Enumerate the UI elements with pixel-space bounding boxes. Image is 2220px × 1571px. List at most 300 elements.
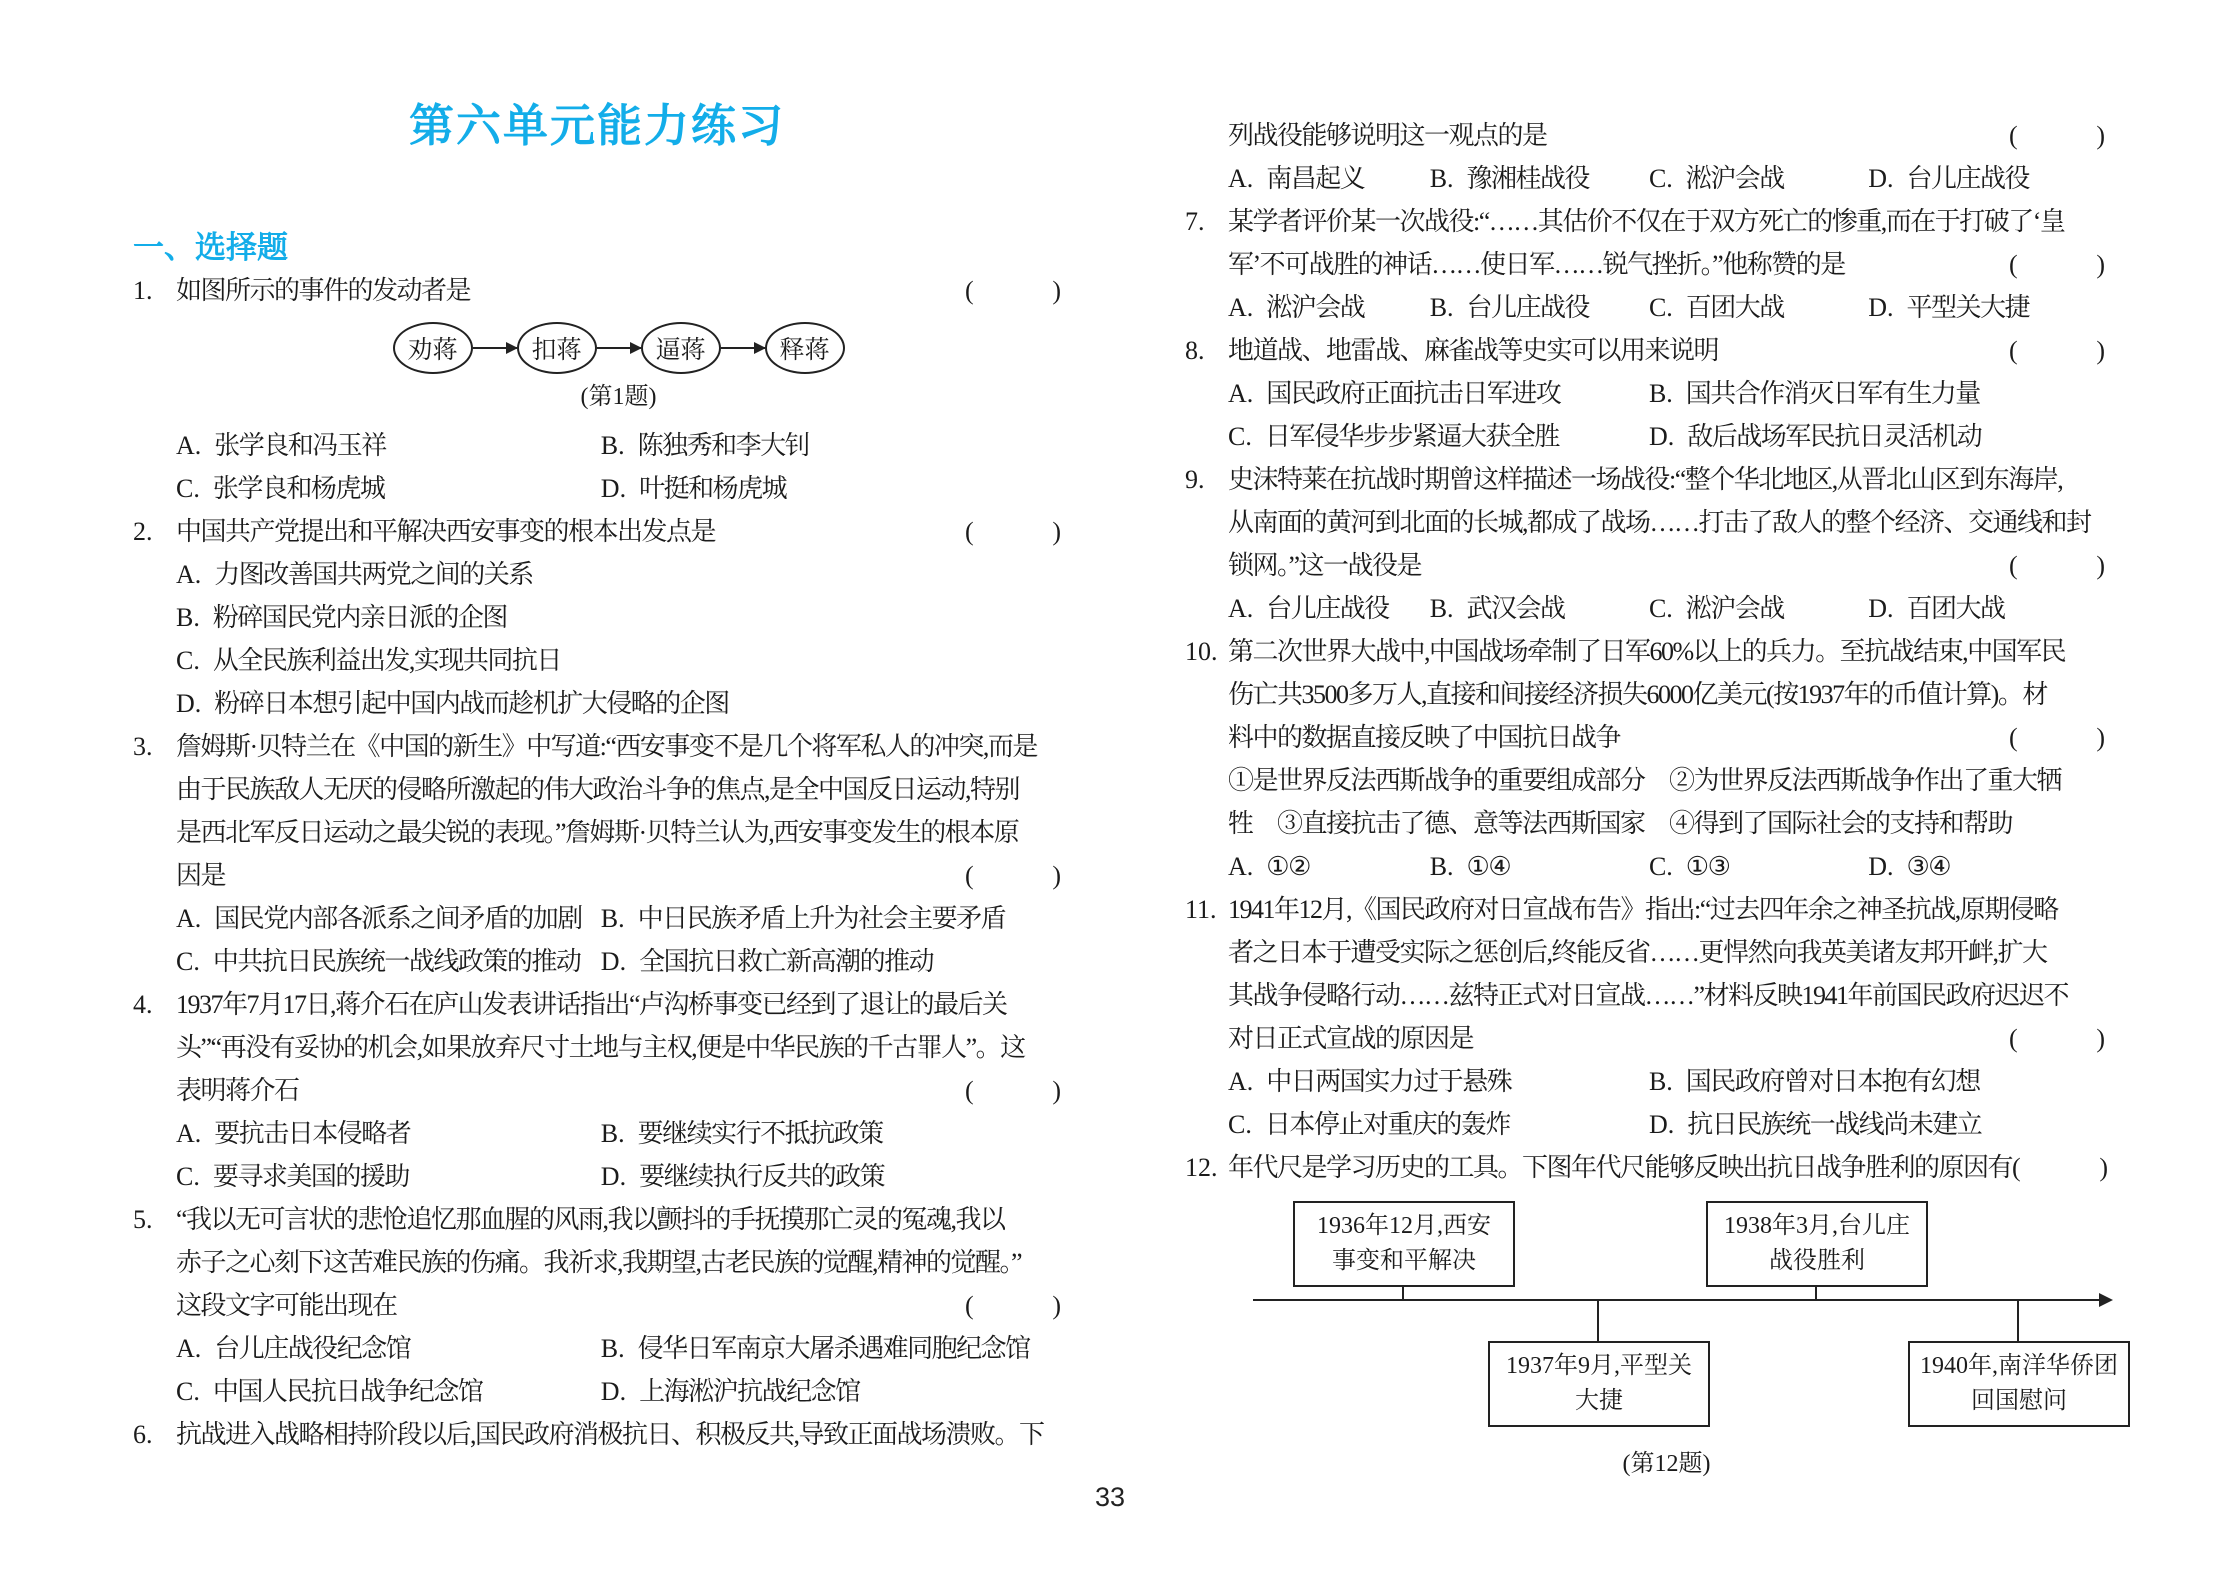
option	[176, 682, 1061, 725]
stem-text: 由于民族敌人无厌的侵略所激起的伟大政治斗争的焦点,是全中国反日运动,特别	[176, 775, 1020, 804]
option-text: 百团大战	[1906, 594, 2005, 623]
option-row	[176, 682, 1061, 725]
option-label: A.	[1228, 293, 1254, 322]
option-text: 台儿庄战役	[1906, 164, 2029, 193]
bracket-open: (	[965, 861, 974, 890]
stem-text: 1941年12月,《国民政府对日宣战布告》指出:“过去四年余之神圣抗战,原期侵略	[1228, 895, 2058, 924]
stem-line	[1228, 759, 2105, 802]
option-text: 台儿庄战役纪念馆	[214, 1334, 411, 1363]
stem-line	[176, 983, 1061, 1026]
stem-text: 头”“再没有妥协的机会,如果放弃尺寸土地与主权,便是中华民族的千古罪人”。这	[176, 1033, 1025, 1062]
option-row	[1228, 845, 2105, 888]
stem-text: 年代尺是学习历史的工具。下图年代尺能够反映出抗日战争胜利的原因有	[1228, 1153, 2013, 1182]
option-text: 平型关大捷	[1906, 293, 2029, 322]
answer-bracket	[965, 854, 1061, 897]
option	[176, 424, 601, 467]
question-12	[1185, 1146, 2118, 1495]
answer-bracket	[965, 510, 1061, 553]
question-continuation	[1185, 114, 2105, 200]
option	[1868, 845, 2105, 888]
answer-bracket	[2009, 114, 2105, 157]
option-text: 百团大战	[1685, 293, 1784, 322]
stem-line	[176, 269, 1061, 312]
option-text: ①②	[1266, 852, 1310, 881]
flowchart	[176, 320, 1061, 376]
option-text: 淞沪会战	[1266, 293, 1365, 322]
question-body	[1228, 114, 2105, 200]
stem-text: 抗战进入战略相持阶段以后,国民政府消极抗日、积极反共,导致正面战场溃败。下	[176, 1420, 1044, 1449]
timeline-event-line: 战役胜利	[1769, 1248, 1865, 1274]
stem-text: 其战争侵略行动……兹特正式对日宣战……”材料反映1941年前国民政府迟迟不	[1228, 981, 2069, 1010]
option-row	[1228, 157, 2105, 200]
option-text: 要寻求美国的援助	[212, 1162, 409, 1191]
question-number: 3.	[133, 732, 153, 761]
option	[601, 1155, 1061, 1198]
option	[1868, 157, 2105, 200]
stem-text: 这段文字可能出现在	[176, 1291, 397, 1320]
stem-text: 某学者评价某一次战役:“……其估价不仅在于双方死亡的惨重,而在于打破了‘皇	[1228, 207, 2065, 236]
question-9	[1185, 458, 2105, 630]
question-body	[176, 725, 1061, 983]
question-body	[176, 1198, 1061, 1413]
stem-line	[1228, 931, 2105, 974]
question-number: 2.	[133, 517, 153, 546]
question-1	[133, 269, 1061, 510]
option-text: 力图改善国共两党之间的关系	[214, 560, 533, 589]
option	[1649, 845, 1868, 888]
option	[176, 1370, 601, 1413]
stem-text: 1937年7月17日,蒋介石在庐山发表讲话指出“卢沟桥事变已经到了退让的最后关	[176, 990, 1007, 1019]
option-label: A.	[176, 904, 202, 933]
bracket-close: )	[2096, 121, 2105, 150]
option	[176, 467, 601, 510]
stem-line	[1228, 974, 2105, 1017]
stem-line	[176, 811, 1061, 854]
question-body	[1228, 1146, 2118, 1495]
option-row	[176, 940, 1061, 983]
flow-node: 释蒋	[765, 322, 845, 374]
option	[176, 1327, 601, 1370]
stem-text: 因是	[176, 861, 226, 890]
option-text: 国民政府曾对日本抱有幻想	[1685, 1067, 1980, 1096]
option	[1430, 845, 1649, 888]
option-row	[1228, 1060, 2105, 1103]
option-label: C.	[176, 947, 200, 976]
option-text: 南昌起义	[1266, 164, 1365, 193]
stem-line	[176, 1284, 1061, 1327]
option-row	[1228, 1103, 2105, 1146]
option-label: D.	[1648, 422, 1675, 451]
column-right	[1185, 114, 2118, 1495]
stem-line	[1228, 458, 2105, 501]
option-text: ③④	[1906, 852, 1951, 881]
option-label: D.	[1868, 852, 1894, 881]
option-row	[1228, 372, 2105, 415]
question-2	[133, 510, 1061, 725]
bracket-close: )	[1052, 517, 1061, 546]
bracket-close: )	[2096, 250, 2105, 279]
bracket-open: (	[965, 1076, 974, 1105]
option-row	[176, 1327, 1061, 1370]
option-text: 中共抗日民族统一战线政策的推动	[212, 947, 581, 976]
option-label: B.	[600, 431, 625, 460]
option-label: D.	[1868, 164, 1894, 193]
option	[176, 940, 601, 983]
stem-line	[1228, 1017, 2105, 1060]
stem-line	[1228, 716, 2105, 759]
question-10	[1185, 630, 2105, 888]
option-text: 侵华日军南京大屠杀遇难同胞纪念馆	[637, 1334, 1030, 1363]
stem-line	[176, 1241, 1061, 1284]
stem-line	[1228, 544, 2105, 587]
timeline-event-line: 1937年9月,平型关	[1506, 1353, 1692, 1379]
option-text: 要继续执行反共的政策	[639, 1162, 885, 1191]
question-body	[1228, 329, 2105, 458]
option-row	[176, 639, 1061, 682]
question-body	[1228, 200, 2105, 329]
option-label: C.	[1228, 422, 1252, 451]
option-label: D.	[1648, 1110, 1675, 1139]
stem-text: 中国共产党提出和平解决西安事变的根本出发点是	[176, 517, 716, 546]
option	[1228, 415, 1649, 458]
question-number: 12.	[1185, 1153, 1218, 1182]
stem-text: ①是世界反法西斯战争的重要组成部分 ②为世界反法西斯战争作出了重大牺	[1228, 766, 2062, 795]
option-label: B.	[1429, 293, 1454, 322]
option-row	[1228, 415, 2105, 458]
option-label: B.	[1648, 379, 1673, 408]
option	[1649, 286, 1868, 329]
option	[1228, 1060, 1649, 1103]
option	[1649, 157, 1868, 200]
bracket-close: )	[1052, 1076, 1061, 1105]
question-number: 8.	[1185, 336, 1205, 365]
stem-line	[1228, 1146, 2109, 1189]
option-label: B.	[600, 1119, 625, 1148]
stem-line	[176, 854, 1061, 897]
option-text: ①④	[1466, 852, 1511, 881]
option	[1649, 587, 1868, 630]
option-label: A.	[1228, 1067, 1254, 1096]
question-body	[176, 1413, 1061, 1456]
option-row	[176, 467, 1061, 510]
timeline-event-box	[1488, 1341, 1710, 1427]
option-label: A.	[1228, 379, 1254, 408]
column-left	[133, 269, 1061, 1456]
option-text: 国共合作消灭日军有生力量	[1685, 379, 1980, 408]
stem-line	[1228, 673, 2105, 716]
stem-text: 军’不可战胜的神话……使日军……锐气挫折。”他称赞的是	[1228, 250, 1845, 279]
question-number: 6.	[133, 1420, 153, 1449]
option	[601, 897, 1061, 940]
option	[601, 940, 1061, 983]
stem-line	[1228, 802, 2105, 845]
option	[176, 1155, 601, 1198]
option	[1430, 157, 1649, 200]
option-label: A.	[1228, 594, 1254, 623]
question-5	[133, 1198, 1061, 1413]
stem-line	[176, 725, 1061, 768]
option	[1649, 415, 2105, 458]
stem-line	[1228, 501, 2105, 544]
option	[176, 1112, 601, 1155]
question-body	[176, 269, 1061, 510]
figure-q1	[176, 320, 1061, 418]
question-number: 10.	[1185, 637, 1218, 666]
option-row	[176, 1112, 1061, 1155]
option-text: 台儿庄战役	[1266, 594, 1389, 623]
option-text: 淞沪会战	[1685, 164, 1784, 193]
question-body	[1228, 630, 2105, 888]
option-text: 上海淞沪抗战纪念馆	[639, 1377, 860, 1406]
option-label: D.	[600, 1377, 627, 1406]
option	[1868, 587, 2105, 630]
stem-text: 第二次世界大战中,中国战场牵制了日军60%以上的兵力。至抗战结束,中国军民	[1228, 637, 2066, 666]
option-text: 粉碎国民党内亲日派的企图	[212, 603, 507, 632]
bracket-close: )	[1052, 276, 1061, 305]
option-text: 敌后战场军民抗日灵活机动	[1687, 422, 1982, 451]
bracket-close: )	[2099, 1153, 2109, 1182]
stem-text: 如图所示的事件的发动者是	[176, 276, 471, 305]
option-label: C.	[1648, 594, 1673, 623]
question-11	[1185, 888, 2105, 1146]
option-text: 日本停止对重庆的轰炸	[1264, 1110, 1510, 1139]
question-4	[133, 983, 1061, 1198]
bracket-open: (	[2012, 1153, 2021, 1182]
option-row	[176, 1155, 1061, 1198]
figure-caption: (第12题)	[1622, 1451, 1711, 1477]
bracket-close: )	[1052, 861, 1061, 890]
stem-line	[1228, 329, 2105, 372]
question-number: 11.	[1185, 895, 1217, 924]
bracket-close: )	[2096, 336, 2105, 365]
option	[1228, 845, 1430, 888]
stem-line	[1228, 888, 2105, 931]
figure-q12	[1228, 1195, 2118, 1495]
option	[1430, 286, 1649, 329]
option-label: C.	[176, 1162, 200, 1191]
option	[601, 1112, 1061, 1155]
option-row	[176, 553, 1061, 596]
option-text: 豫湘桂战役	[1466, 164, 1590, 193]
option-text: 陈独秀和李大钊	[637, 431, 810, 460]
bracket-open: (	[965, 1291, 974, 1320]
timeline-axis-arrow-icon	[1253, 1299, 2111, 1301]
option-text: 全国抗日救亡新高潮的推动	[639, 947, 934, 976]
option	[1228, 157, 1430, 200]
option-row	[1228, 587, 2105, 630]
timeline-event-line: 事变和平解决	[1332, 1248, 1476, 1274]
option-label: A.	[1228, 164, 1254, 193]
answer-bracket	[965, 1284, 1061, 1327]
option-text: 武汉会战	[1466, 594, 1565, 623]
bracket-open: (	[2009, 121, 2018, 150]
option-label: B.	[1648, 1067, 1673, 1096]
stem-line	[176, 1198, 1061, 1241]
option-label: C.	[176, 1377, 200, 1406]
option-text: 日军侵华步步紧逼大获全胜	[1264, 422, 1559, 451]
stem-text: 从南面的黄河到北面的长城,都成了战场……打击了敌人的整个经济、交通线和封	[1228, 508, 2091, 537]
option-label: C.	[1648, 164, 1673, 193]
option-label: A.	[176, 1119, 202, 1148]
bracket-open: (	[2009, 1024, 2018, 1053]
option	[176, 897, 601, 940]
option-row	[176, 897, 1061, 940]
stem-line	[176, 768, 1061, 811]
option-text: 张学良和杨虎城	[212, 474, 385, 503]
stem-line	[1228, 243, 2105, 286]
option	[601, 1370, 1061, 1413]
option-label: D.	[600, 947, 627, 976]
answer-bracket	[2012, 1146, 2108, 1189]
timeline-event-line: 1936年12月,西安	[1317, 1213, 1491, 1239]
stem-line	[1228, 200, 2105, 243]
flow-arrow-icon	[597, 347, 641, 349]
option	[601, 424, 1061, 467]
timeline-event-box	[1908, 1341, 2130, 1427]
stem-text: 锁网。”这一战役是	[1228, 551, 1422, 580]
option-text: 国民党内部各派系之间矛盾的加剧	[214, 904, 582, 933]
timeline-event-line: 大捷	[1575, 1388, 1623, 1414]
stem-text: 地道战、地雷战、麻雀战等史实可以用来说明	[1228, 336, 1719, 365]
bracket-close: )	[2096, 1024, 2105, 1053]
stem-text: 牲 ③直接抗击了德、意等法西斯国家 ④得到了国际社会的支持和帮助	[1228, 809, 2013, 838]
bracket-close: )	[2096, 551, 2105, 580]
stem-text: 者之日本于遭受实际之惩创后,终能反省……更悍然向我英美诸友邦开衅,扩大	[1228, 938, 2047, 967]
option-text: 抗日民族统一战线尚未建立	[1687, 1110, 1982, 1139]
timeline-tick	[1597, 1301, 1599, 1341]
timeline-event-line: 1938年3月,台儿庄	[1724, 1213, 1910, 1239]
answer-bracket	[2009, 243, 2105, 286]
option-text: 中日民族矛盾上升为社会主要矛盾	[637, 904, 1006, 933]
flow-node: 劝蒋	[393, 322, 473, 374]
bracket-open: (	[2009, 551, 2018, 580]
stem-text: 赤子之心刻下这苦难民族的伤痛。我祈求,我期望,古老民族的觉醒,精神的觉醒。”	[176, 1248, 1022, 1277]
flow-node: 扣蒋	[517, 322, 597, 374]
option-text: 中日两国实力过于悬殊	[1266, 1067, 1512, 1096]
stem-text: 詹姆斯·贝特兰在《中国的新生》中写道:“西安事变不是几个将军私人的冲突,而是	[176, 732, 1037, 761]
option	[1649, 1103, 2105, 1146]
question-number: 4.	[133, 990, 153, 1019]
option	[1649, 1060, 2105, 1103]
stem-text: “我以无可言状的悲怆追忆那血腥的风雨,我以颤抖的手抚摸那亡灵的冤魂,我以	[176, 1205, 1005, 1234]
right-column	[1185, 0, 2118, 1495]
option-text: 粉碎日本想引起中国内战而趁机扩大侵略的企图	[214, 689, 729, 718]
flow-node: 逼蒋	[641, 322, 721, 374]
option-label: C.	[176, 474, 200, 503]
question-3	[133, 725, 1061, 983]
bracket-open: (	[2009, 723, 2018, 752]
option-text: 要继续实行不抵抗政策	[637, 1119, 883, 1148]
option	[176, 553, 1061, 596]
option-label: A.	[1228, 852, 1254, 881]
option-label: C.	[1648, 293, 1673, 322]
flow-arrow-icon	[721, 347, 765, 349]
option	[601, 1327, 1061, 1370]
timeline-event-box	[1293, 1201, 1515, 1287]
question-number: 7.	[1185, 207, 1205, 236]
timeline-event-box	[1706, 1201, 1928, 1287]
option-row	[1228, 286, 2105, 329]
option-row	[176, 424, 1061, 467]
option-label: C.	[1648, 852, 1673, 881]
figure-caption: (第1题)	[580, 384, 657, 410]
option	[1228, 1103, 1649, 1146]
stem-line	[1228, 114, 2105, 157]
stem-text: 列战役能够说明这一观点的是	[1228, 121, 1547, 150]
timeline-tick	[2017, 1301, 2019, 1341]
question-number: 5.	[133, 1205, 153, 1234]
bracket-close: )	[1052, 1291, 1061, 1320]
question-number: 9.	[1185, 465, 1205, 494]
option	[1228, 587, 1430, 630]
left-column	[133, 0, 1061, 1456]
option-text: 国民政府正面抗击日军进攻	[1266, 379, 1561, 408]
option-row	[176, 596, 1061, 639]
answer-bracket	[965, 1069, 1061, 1112]
flow-arrow-icon	[473, 347, 517, 349]
option	[1228, 372, 1649, 415]
answer-bracket	[2009, 716, 2105, 759]
option	[176, 639, 1061, 682]
question-number	[1185, 114, 1228, 157]
answer-bracket	[2009, 544, 2105, 587]
question-6	[133, 1413, 1061, 1456]
option-label: C.	[176, 646, 200, 675]
stem-text: 是西北军反日运动之最尖锐的表现。”詹姆斯·贝特兰认为,西安事变发生的根本原	[176, 818, 1019, 847]
bracket-close: )	[2096, 723, 2105, 752]
option-text: ①③	[1685, 852, 1730, 881]
stem-text: 伤亡共3500多万人,直接和间接经济损失6000亿美元(按1937年的币值计算)。材	[1228, 680, 2047, 709]
bracket-open: (	[965, 276, 974, 305]
stem-line	[176, 1069, 1061, 1112]
option-label: D.	[176, 689, 202, 718]
page-number: 33	[1094, 1482, 1126, 1512]
option-label: B.	[600, 904, 625, 933]
option-text: 台儿庄战役	[1466, 293, 1590, 322]
option-label: A.	[176, 431, 202, 460]
stem-text: 史沫特莱在抗战时期曾这样描述一场战役:“整个华北地区,从晋北山区到东海岸,	[1228, 465, 2063, 494]
question-body	[176, 510, 1061, 725]
question-7	[1185, 200, 2105, 329]
option-text: 要抗击日本侵略者	[214, 1119, 411, 1148]
option-label: B.	[600, 1334, 625, 1363]
stem-text: 料中的数据直接反映了中国抗日战争	[1228, 723, 1621, 752]
option-label: D.	[1868, 293, 1894, 322]
option-text: 叶挺和杨虎城	[639, 474, 787, 503]
option	[1868, 286, 2105, 329]
stem-text: 对日正式宣战的原因是	[1228, 1024, 1474, 1053]
option-label: A.	[176, 560, 202, 589]
stem-line	[176, 1026, 1061, 1069]
section-heading: 一、选择题	[133, 230, 288, 265]
timeline-event-line: 1940年,南洋华侨团	[1920, 1353, 2118, 1379]
option-label: B.	[176, 603, 200, 632]
answer-bracket	[2009, 329, 2105, 372]
stem-line	[176, 510, 1061, 553]
option	[176, 596, 1061, 639]
option	[1649, 372, 2105, 415]
option-label: C.	[1228, 1110, 1252, 1139]
page-title: 第六单元能力练习	[408, 101, 785, 151]
bracket-open: (	[2009, 250, 2018, 279]
answer-bracket	[965, 269, 1061, 312]
bracket-open: (	[2009, 336, 2018, 365]
option-label: D.	[1868, 594, 1894, 623]
question-8	[1185, 329, 2105, 458]
option-text: 淞沪会战	[1685, 594, 1784, 623]
option	[1430, 587, 1649, 630]
answer-bracket	[2009, 1017, 2105, 1060]
